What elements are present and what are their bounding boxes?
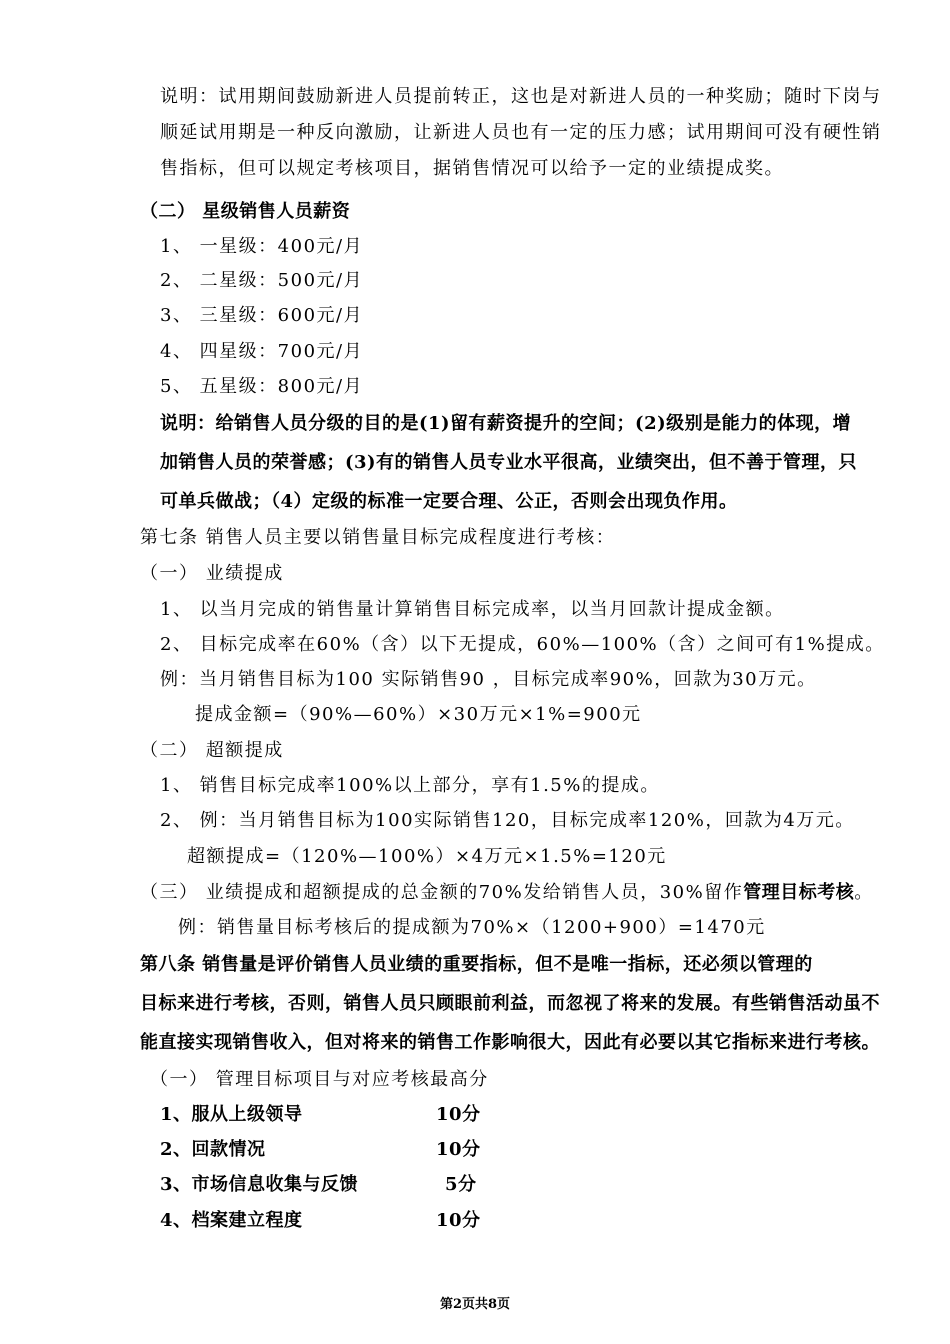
list-item: 2、 目标完成率在60%（含）以下无提成，60%—100%（含）之间可有1%提成。: [160, 634, 885, 655]
bold-term: 管理目标考核: [743, 882, 855, 903]
text-line: 目标来进行考核，否则，销售人员只顾眼前利益，而忽视了将来的发展。有些销售活动虽不: [140, 993, 880, 1014]
punctuation: 。: [854, 882, 874, 903]
formula-line: 超额提成=（120%—100%）×4万元×1.5%=120元: [187, 846, 667, 867]
text-line: 说明：试用期间鼓励新进人员提前转正，这也是对新进人员的一种奖励；随时下岗与: [160, 86, 882, 107]
score-item-label: 3、市场信息收集与反馈: [160, 1174, 359, 1195]
list-item: 4、 四星级：700元/月: [160, 341, 364, 362]
list-item: 3、 三星级：600元/月: [160, 305, 364, 326]
section-line: [140, 880, 874, 906]
section-heading: （一） 管理目标项目与对应考核最高分: [150, 1069, 489, 1090]
score-item-value: 10分: [436, 1139, 481, 1160]
formula-line: 提成金额=（90%—60%）×30万元×1%=900元: [195, 704, 642, 725]
score-item-label: 2、回款情况: [160, 1139, 266, 1160]
example-line: 例：销售量目标考核后的提成额为70%×（1200+900）=1470元: [178, 917, 766, 938]
score-item-value: 5分: [445, 1174, 477, 1195]
score-item-value: 10分: [436, 1104, 481, 1125]
section-heading: （二） 超额提成: [140, 740, 284, 761]
score-item-label: 4、档案建立程度: [160, 1210, 303, 1231]
score-item-label: 1、服从上级领导: [160, 1104, 303, 1125]
text-line: 说明：给销售人员分级的目的是(1)留有薪资提升的空间；(2)级别是能力的体现，增: [160, 413, 852, 434]
list-item: 2、 例：当月销售目标为100实际销售120，目标完成率120%，回款为4万元。: [160, 810, 855, 831]
text-line: 可单兵做战；（4）定级的标准一定要合理、公正，否则会出现负作用。: [160, 491, 738, 512]
page-footer: 第2页共8页: [439, 1297, 511, 1312]
text-line: 售指标，但可以规定考核项目，据销售情况可以给予一定的业绩提成奖。: [160, 158, 784, 179]
article-heading: 第八条 销售量是评价销售人员业绩的重要指标，但不是唯一指标，还必须以管理的: [140, 954, 813, 975]
section-text: （三） 业绩提成和超额提成的总金额的70%发给销售人员，30%留作: [140, 882, 744, 903]
list-item: 5、 五星级：800元/月: [160, 376, 364, 397]
list-item: 1、 一星级：400元/月: [160, 236, 364, 257]
score-item-value: 10分: [436, 1210, 481, 1231]
list-item: 2、 二星级：500元/月: [160, 270, 364, 291]
text-line: 加销售人员的荣誉感；(3)有的销售人员专业水平很高，业绩突出，但不善于管理，只: [160, 452, 858, 473]
section-heading: （一） 业绩提成: [140, 563, 284, 584]
section-heading: （二） 星级销售人员薪资: [140, 201, 351, 222]
article-heading: 第七条 销售人员主要以销售量目标完成程度进行考核：: [140, 527, 616, 548]
example-line: 例：当月销售目标为100 实际销售90 ，目标完成率90%，回款为30万元。: [160, 669, 817, 690]
text-line: 顺延试用期是一种反向激励，让新进人员也有一定的压力感；试用期间可没有硬性销: [160, 122, 882, 143]
text-line: 能直接实现销售收入，但对将来的销售工作影响很大，因此有必要以其它指标来进行考核。: [140, 1032, 880, 1053]
list-item: 1、 销售目标完成率100%以上部分，享有1.5%的提成。: [160, 775, 660, 796]
list-item: 1、 以当月完成的销售量计算销售目标完成率，以当月回款计提成金额。: [160, 599, 785, 620]
